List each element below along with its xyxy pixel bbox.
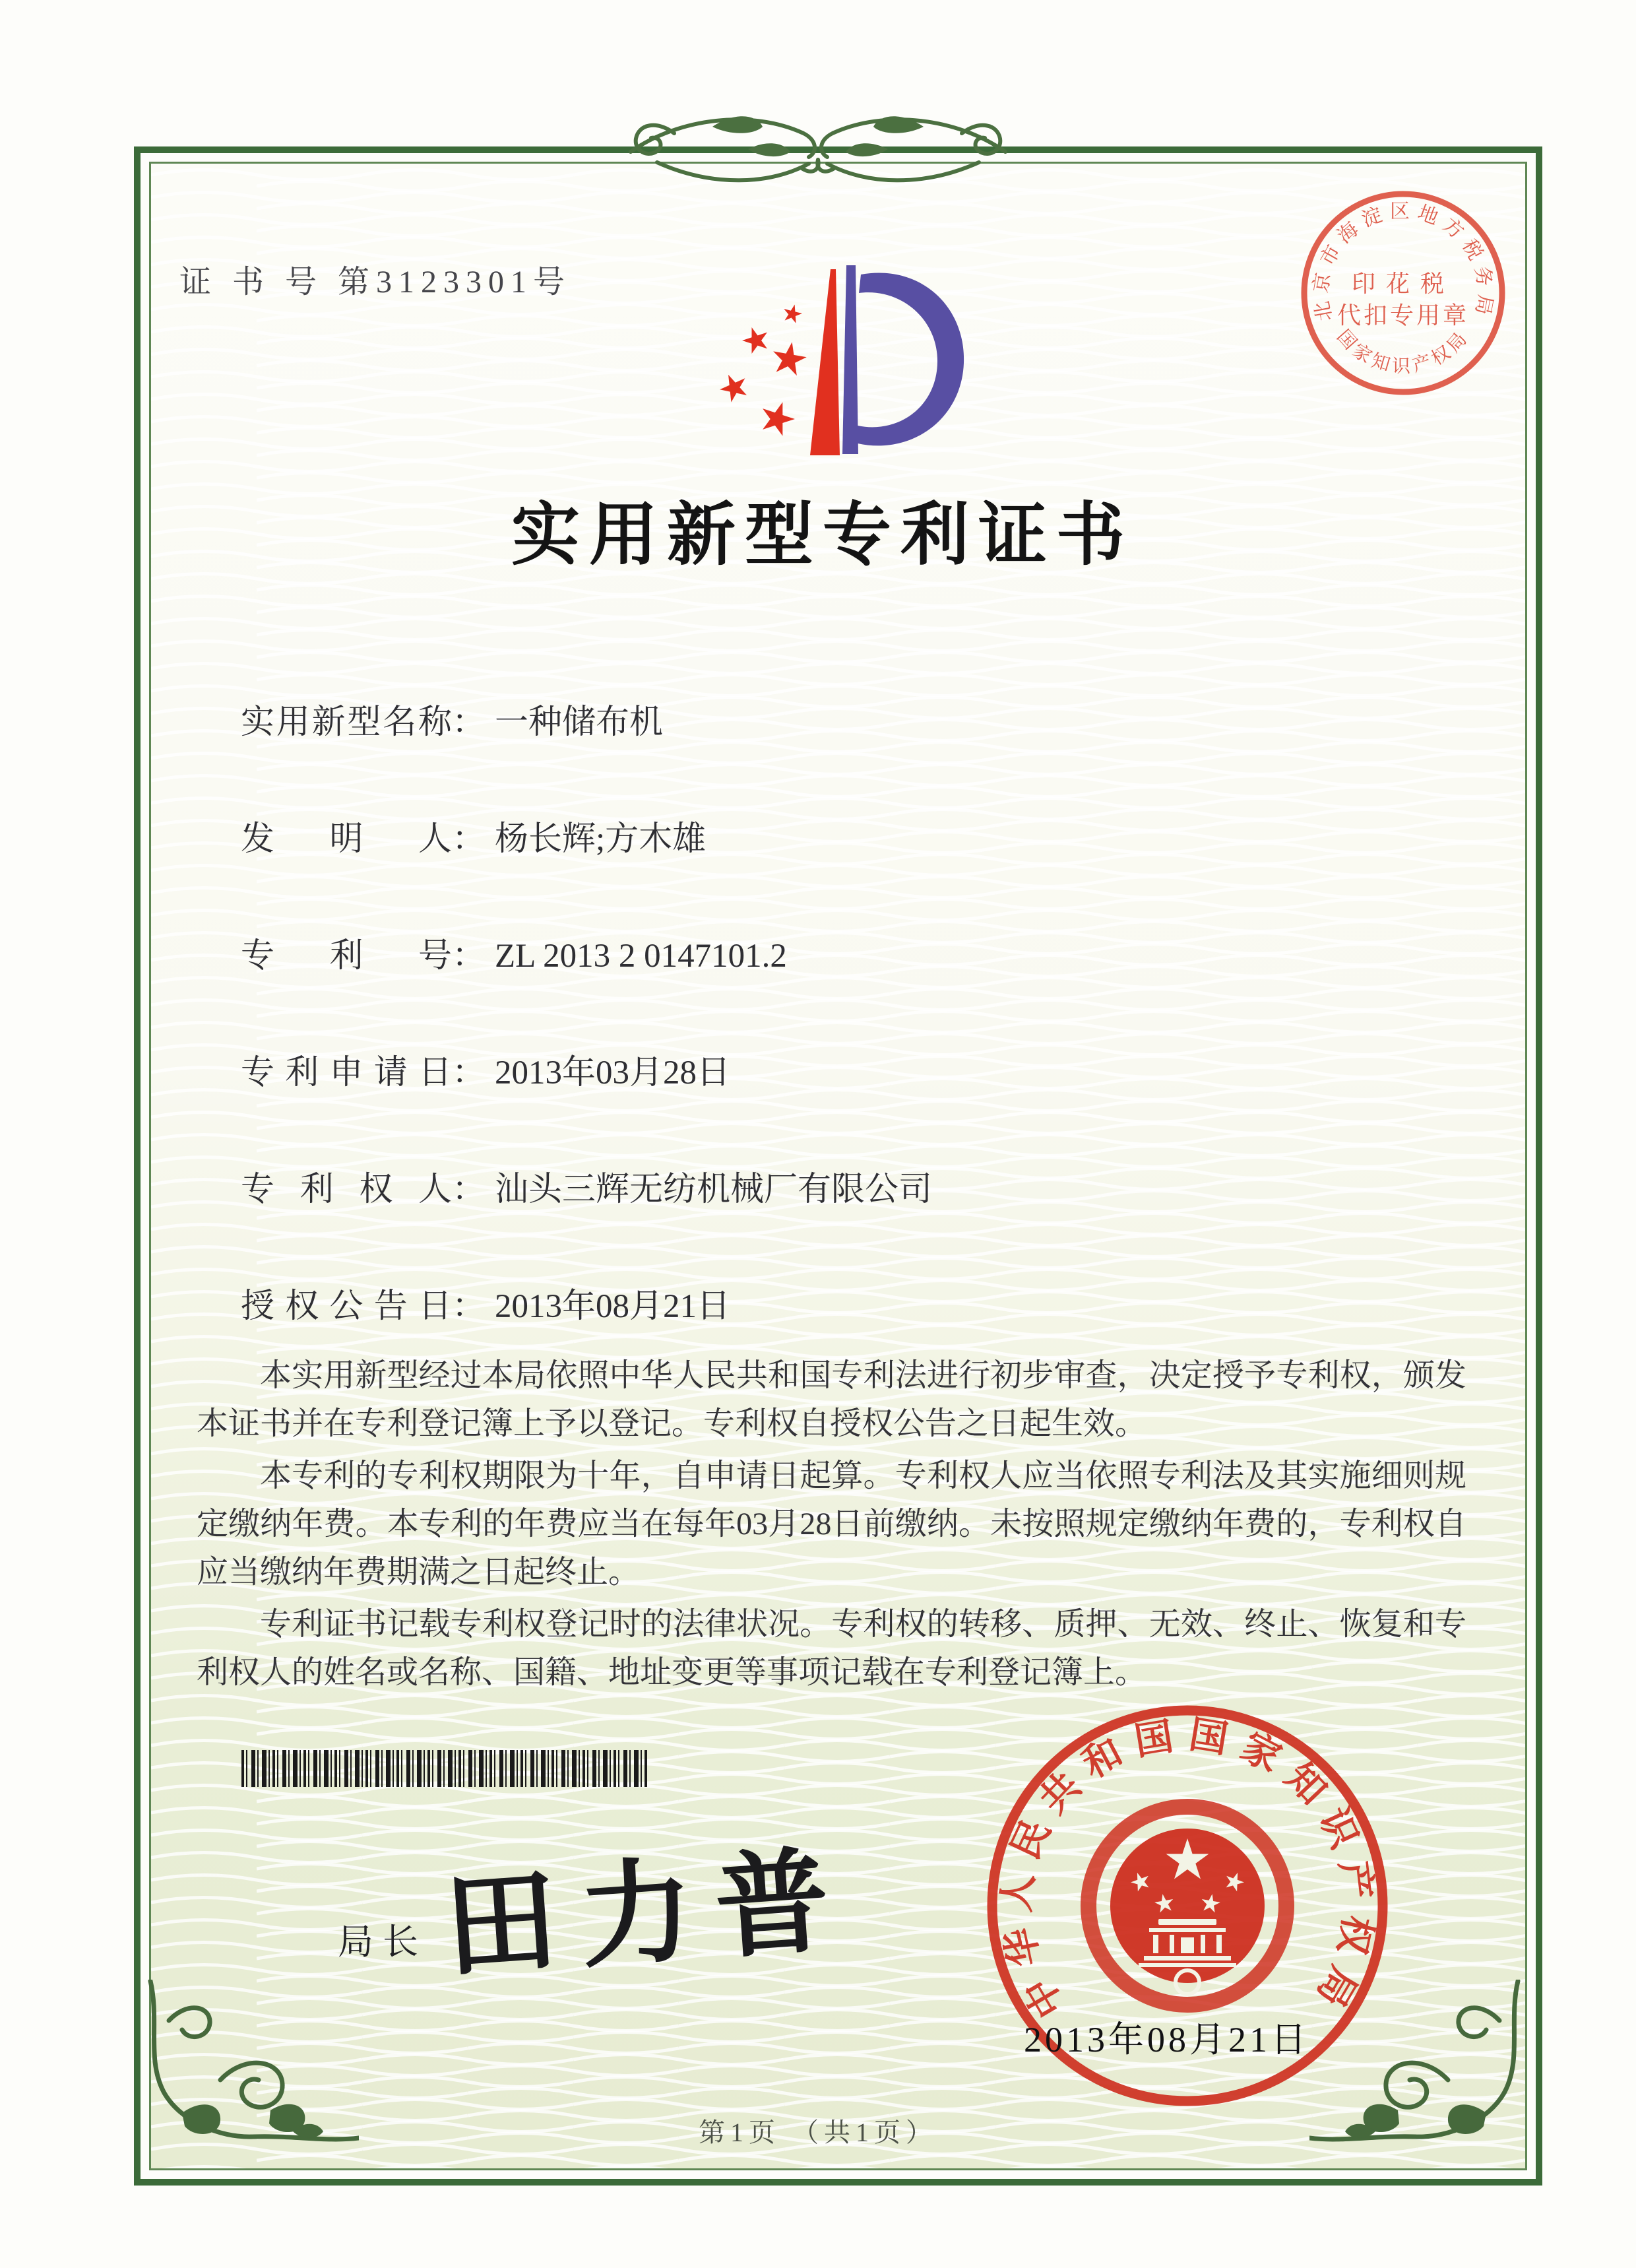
tax-stamp-arc-top: 北京市海淀区地方税务局 xyxy=(1309,200,1497,323)
field-label: 发明人 xyxy=(241,821,452,858)
field-label: 授权公告日 xyxy=(241,1288,452,1325)
field-value: 汕头三辉无纺机械厂有限公司 xyxy=(495,1171,933,1208)
barcode xyxy=(241,1750,649,1787)
field-colon: ： xyxy=(452,1054,486,1091)
field-inventor xyxy=(241,811,706,860)
field-patent-number xyxy=(241,928,787,977)
legal-paragraph: 专利证书记载专利权登记时的法律状况。专利权的转移、质押、无效、终止、恢复和专利权人的姓名或名称、国籍、地址变更等事项记载在专利登记簿上。 xyxy=(197,1607,1466,1690)
seal-date: 2013年08月21日 xyxy=(1024,2020,1309,2059)
field-utility-model-name xyxy=(241,694,663,743)
field-label: 专利申请日 xyxy=(241,1054,452,1091)
field-colon: ： xyxy=(452,821,486,858)
field-value: 一种储布机 xyxy=(495,704,664,741)
field-colon: ： xyxy=(452,938,486,975)
field-value: ZL 2013 2 0147101.2 xyxy=(495,938,787,975)
commissioner-signature: 田力普 xyxy=(440,1838,856,1992)
legal-text-block xyxy=(197,1351,1466,1701)
legal-paragraph: 本专利的专利权期限为十年，自申请日起算。专利权人应当依照专利法及其实施细则规定缴纳年费。本专利的年费应当在每年03月28日前缴纳。未按照规定缴纳年费的，专利权自应当缴纳年费期满之日起终止。 xyxy=(197,1458,1466,1590)
seal-arc-text: 中华人民共和国国家知识产权局 xyxy=(994,1712,1381,2025)
legal-paragraph: 本实用新型经过本局依照中华人民共和国专利法进行初步审查，决定授予专利权，颁发本证书并在专利登记簿上予以登记。专利权自授权公告之日起生效。 xyxy=(197,1358,1466,1441)
tax-stamp-arc-bottom: 国家知识产权局 xyxy=(1333,326,1474,377)
field-patentee xyxy=(241,1161,932,1210)
field-colon: ： xyxy=(452,1171,486,1208)
certificate-title: 实用新型专利证书 xyxy=(511,498,1134,573)
corner-flourish-left-icon xyxy=(141,1980,359,2182)
field-label: 专利号 xyxy=(241,938,452,975)
field-grant-publication-date xyxy=(241,1278,730,1327)
commissioner-label: 局长 xyxy=(338,1922,427,1962)
field-colon: ： xyxy=(452,704,486,741)
top-dragon-ornament-icon xyxy=(614,94,1022,206)
svg-text:国家知识产权局 xyxy=(1333,326,1473,377)
field-value: 2013年08月21日 xyxy=(495,1288,731,1325)
cnipa-logo-icon xyxy=(660,259,970,467)
field-colon: ： xyxy=(452,1288,486,1325)
field-label: 专利权人 xyxy=(241,1171,452,1208)
field-filing-date xyxy=(241,1045,730,1093)
field-value: 杨长辉;方木雄 xyxy=(495,821,707,858)
page-number: 第1页 （共1页） xyxy=(699,2118,937,2147)
field-label: 实用新型名称 xyxy=(241,704,452,741)
tax-stamp-line2: 代扣专用章 xyxy=(1337,302,1470,329)
tax-stamp-line1: 印花税 xyxy=(1351,271,1455,297)
field-value: 2013年03月28日 xyxy=(495,1054,731,1091)
tax-stamp-icon xyxy=(1283,173,1523,413)
certificate-number: 证 书 号 第3123301号 xyxy=(179,265,572,300)
